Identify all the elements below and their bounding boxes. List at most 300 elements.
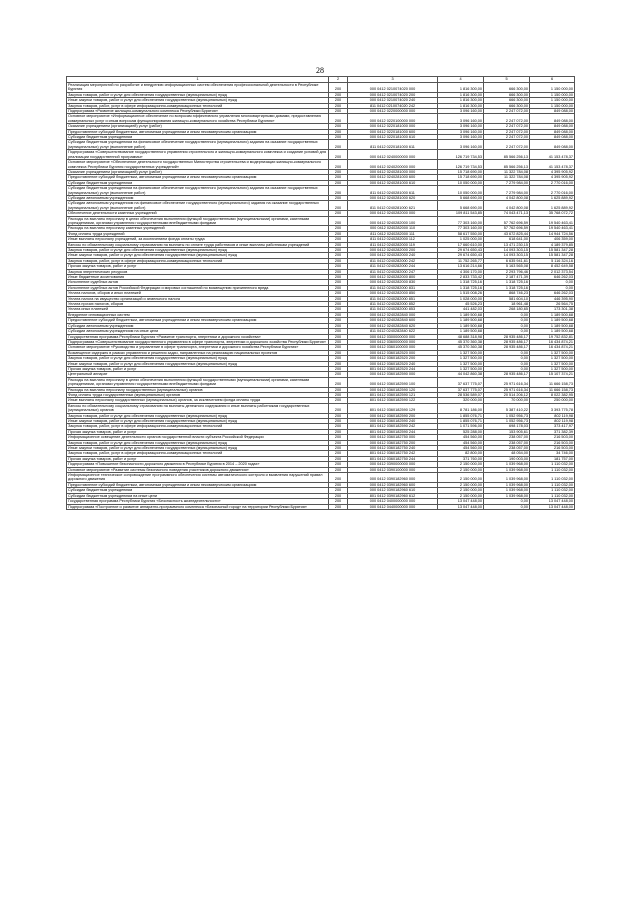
header-col-5: 5 xyxy=(484,77,530,83)
row-name-cell: Взносы по обязательному социальному страхованию на выплаты денежного содержания и иные выплаты работникам государственных (муниципальных) органов xyxy=(67,403,329,413)
row-executed-cell: 25 971 616,34 xyxy=(484,377,530,387)
row-budget-code-cell: 811 0412 0240282000 852 xyxy=(348,302,438,307)
row-approved-cell: 1 327 500,00 xyxy=(438,356,484,361)
row-unexecuted-cell: 4 189 379,85 xyxy=(530,242,575,247)
row-approved-cell: 5 668 690,00 xyxy=(438,201,484,211)
row-approved-cell: 29 674 650,43 xyxy=(438,248,484,253)
row-executed-cell: 1 052 956,73 xyxy=(484,413,530,418)
row-approved-cell: 1 327 500,00 xyxy=(438,361,484,366)
row-executed-cell: 666 300,00 xyxy=(484,92,530,97)
row-approved-cell: 77 303 160,00 xyxy=(438,216,484,226)
row-unexecuted-cell: 34 746,00 xyxy=(530,451,575,456)
row-name-cell: Оказание учреждением (организацией) услуг (работ) xyxy=(67,124,329,129)
row-name-cell: Расходы на выплаты персоналу в целях обеспечения выполнения функций государственными (муниципальными) органами, казенными учреждениями, органами управления государственными внебюджетными фондами xyxy=(67,377,329,387)
row-approved-cell: 1 318 725,16 xyxy=(438,280,484,285)
row-unexecuted-cell: 4 395 905,92 xyxy=(530,175,575,180)
row-unexecuted-cell: 446 395,90 xyxy=(530,296,575,301)
row-line-code-cell: 200 xyxy=(329,285,348,290)
table-row xyxy=(67,186,575,196)
row-unexecuted-cell: 0,00 xyxy=(530,285,575,290)
row-line-code-cell: 200 xyxy=(329,387,348,392)
row-name-cell: Прочая закупка товаров, работ и услуг xyxy=(67,429,329,434)
row-line-code-cell: 200 xyxy=(329,169,348,174)
row-approved-cell: 371 760,00 xyxy=(438,456,484,461)
row-line-code-cell: 200 xyxy=(329,264,348,269)
row-line-code-cell: 200 xyxy=(329,323,348,328)
row-name-cell: Взносы по обязательному социальному страхованию на выплаты по оплате труда работников и иные выплаты работникам учреждений xyxy=(67,242,329,247)
row-executed-cell: 0,00 xyxy=(484,312,530,317)
row-unexecuted-cell: 1 625 889,92 xyxy=(530,201,575,211)
row-budget-code-cell: 000 0412 0240282840 000 xyxy=(348,312,438,317)
row-budget-code-cell: 000 0412 0220181000 600 xyxy=(348,129,438,134)
row-line-code-cell: 200 xyxy=(329,114,348,124)
row-approved-cell: 2 150 000,00 xyxy=(438,488,484,493)
row-unexecuted-cell: 371 382,39 xyxy=(530,429,575,434)
row-budget-code-cell: 000 0412 0360000000 000 xyxy=(348,339,438,344)
row-executed-cell: 0,00 xyxy=(484,318,530,323)
row-unexecuted-cell: 15 581 347,28 xyxy=(530,248,575,253)
row-name-cell: Закупка товаров, работ и услуг для обеспечения государственных (муниципальных) нужд xyxy=(67,356,329,361)
header-col-2: 2 xyxy=(329,77,348,83)
row-approved-cell: 3 096 160,00 xyxy=(438,109,484,114)
row-approved-cell: 2 150 000,00 xyxy=(438,482,484,487)
row-approved-cell: 525 288,00 xyxy=(438,429,484,434)
row-budget-code-cell: 000 0412 0240282000 830 xyxy=(348,280,438,285)
row-name-cell: Исполнение судебных актов Российской Федерации и мировых соглашений по возмещению причиненного вреда xyxy=(67,285,329,290)
row-unexecuted-cell: 1 110 032,00 xyxy=(530,462,575,467)
row-executed-cell: 2 247 072,00 xyxy=(484,109,530,114)
row-executed-cell: 4 042 800,08 xyxy=(484,201,530,211)
row-approved-cell: 15 718 690,00 xyxy=(438,169,484,174)
row-line-code-cell: 200 xyxy=(329,451,348,456)
row-budget-code-cell: 000 0412 0240282840 600 xyxy=(348,318,438,323)
row-executed-cell: 5 387 410,22 xyxy=(484,403,530,413)
row-unexecuted-cell: 13 047 448,00 xyxy=(530,499,575,504)
row-name-cell: Иные выплаты персоналу учреждений, за исключением фонда оплаты труда xyxy=(67,237,329,242)
row-name-cell: Подпрограмма «Совершенствование государственного управления строительного и жилищно-коммунального комплекса и создание условий для реализации государственной программы» xyxy=(67,150,329,160)
row-line-code-cell: 200 xyxy=(329,109,348,114)
header-col-4: 4 xyxy=(438,77,484,83)
row-name-cell: Уплата прочих налогов, сборов xyxy=(67,302,329,307)
row-name-cell: Исполнение судебных актов xyxy=(67,280,329,285)
row-line-code-cell: 200 xyxy=(329,493,348,498)
row-executed-cell: 74 043 471,13 xyxy=(484,211,530,216)
row-executed-cell: 1 039 968,00 xyxy=(484,493,530,498)
row-budget-code-cell: 000 0412 0240281000 600 xyxy=(348,175,438,180)
row-line-code-cell: 200 xyxy=(329,129,348,134)
row-name-cell: Субсидии автономным учреждениям xyxy=(67,323,329,328)
row-name-cell: Предоставление субсидий бюджетным, автономным учреждениям и иным некоммерческим организациям xyxy=(67,129,329,134)
row-executed-cell: 7 279 984,00 xyxy=(484,180,530,185)
row-line-code-cell: 200 xyxy=(329,98,348,103)
row-budget-code-cell: 000 0412 0220000000 000 xyxy=(348,109,438,114)
row-budget-code-cell: 811 0412 0240282000 851 xyxy=(348,296,438,301)
row-approved-cell: 126 719 734,53 xyxy=(438,150,484,160)
row-name-cell: Уплата иных платежей xyxy=(67,307,329,312)
row-name-cell: Уплата налога на имущество организаций и земельного налога xyxy=(67,296,329,301)
row-name-cell: Прочая закупка товаров, работ и услуг xyxy=(67,264,329,269)
row-unexecuted-cell: 16 434 874,21 xyxy=(530,339,575,344)
row-name-cell: Прочая закупка товаров, работ и услуг xyxy=(67,456,329,461)
row-unexecuted-cell: 1 150 000,00 xyxy=(530,83,575,93)
row-budget-code-cell: 801 0412 0390182960 612 xyxy=(348,493,438,498)
row-executed-cell: 618 641,00 xyxy=(484,237,530,242)
row-executed-cell: 666 300,00 xyxy=(484,103,530,108)
row-budget-code-cell: 000 0412 0390182960 600 xyxy=(348,482,438,487)
row-budget-code-cell: 000 0412 0440000000 000 xyxy=(348,504,438,509)
row-executed-cell: 0,00 xyxy=(484,361,530,366)
row-budget-code-cell: 811 0412 0240281000 621 xyxy=(348,201,438,211)
row-approved-cell: 1 025 000,00 xyxy=(438,237,484,242)
row-unexecuted-cell: 1 327 500,00 xyxy=(530,361,575,366)
row-executed-cell: 0,00 xyxy=(484,323,530,328)
row-approved-cell: 1 189 500,68 xyxy=(438,329,484,334)
row-name-cell: Закупка товаров, работ и услуг для обеспечения государственных (муниципальных) нужд xyxy=(67,413,329,418)
row-approved-cell: 109 811 543,85 xyxy=(438,211,484,216)
row-executed-cell: 2 247 072,00 xyxy=(484,114,530,124)
row-executed-cell: 25 971 616,34 xyxy=(484,387,530,392)
row-budget-code-cell: 000 0412 0390000000 000 xyxy=(348,462,438,467)
table-row xyxy=(67,216,575,226)
row-line-code-cell: 200 xyxy=(329,473,348,483)
row-unexecuted-cell: 15 581 347,28 xyxy=(530,253,575,258)
row-budget-code-cell: 000 0412 0360182750 000 xyxy=(348,435,438,440)
row-budget-code-cell: 000 0412 0240282000 800 xyxy=(348,275,438,280)
row-budget-code-cell: 000 0412 0240282000 200 xyxy=(348,248,438,253)
row-unexecuted-cell: 1 110 032,00 xyxy=(530,482,575,487)
row-unexecuted-cell: 1 110 032,00 xyxy=(530,488,575,493)
row-executed-cell: 2 293 796,46 xyxy=(484,269,530,274)
row-approved-cell: 37 637 775,07 xyxy=(438,387,484,392)
table-row xyxy=(67,377,575,387)
row-approved-cell: 77 303 160,00 xyxy=(438,226,484,231)
table-row xyxy=(67,473,575,483)
row-approved-cell: 454 560,00 xyxy=(438,440,484,445)
row-line-code-cell: 200 xyxy=(329,231,348,236)
row-line-code-cell: 200 xyxy=(329,253,348,258)
row-line-code-cell: 200 xyxy=(329,429,348,434)
row-name-cell: Закупка товаров, работ, услуг в сфере информационно-коммуникационных технологий xyxy=(67,258,329,263)
row-executed-cell: 11 322 784,08 xyxy=(484,175,530,180)
row-name-cell: Подпрограмма «Совершенствование государственного управления в сфере транспорта, энергетики и дорожного хозяйства Республики Бурятия» xyxy=(67,339,329,344)
row-approved-cell: 1 816 300,00 xyxy=(438,92,484,97)
row-approved-cell: 15 718 690,00 xyxy=(438,175,484,180)
row-budget-code-cell: 000 0412 0240282840 620 xyxy=(348,323,438,328)
row-budget-code-cell: 000 0412 0300000000 000 xyxy=(348,334,438,339)
row-unexecuted-cell: 11 666 158,73 xyxy=(530,377,575,387)
row-unexecuted-cell: 41 153 478,37 xyxy=(530,160,575,170)
row-line-code-cell: 200 xyxy=(329,345,348,350)
row-line-code-cell: 200 xyxy=(329,269,348,274)
row-name-cell: Иные выплаты персоналу государственных (муниципальных) органов, за исключением фонда оплаты труда xyxy=(67,398,329,403)
row-approved-cell: 1 816 300,00 xyxy=(438,83,484,93)
row-budget-code-cell: 000 0412 0220181000 000 xyxy=(348,124,438,129)
row-unexecuted-cell: 216 503,00 xyxy=(530,446,575,451)
row-name-cell: Закупка энергетических ресурсов xyxy=(67,269,329,274)
row-budget-code-cell: 000 0412 0240282000 110 xyxy=(348,226,438,231)
row-approved-cell: 4 306 170,00 xyxy=(438,269,484,274)
row-approved-cell: 13 047 448,00 xyxy=(438,499,484,504)
row-name-cell: Субсидии автономным учреждениям xyxy=(67,195,329,200)
row-line-code-cell: 200 xyxy=(329,419,348,424)
row-line-code-cell: 200 xyxy=(329,456,348,461)
row-executed-cell: 14 093 303,15 xyxy=(484,248,530,253)
row-unexecuted-cell: 41 153 478,37 xyxy=(530,150,575,160)
row-budget-code-cell: 801 0412 0360182590 242 xyxy=(348,424,438,429)
row-executed-cell: 18 961,48 xyxy=(484,302,530,307)
row-name-cell: Предоставление субсидий бюджетным, автономным учреждениям и иным некоммерческим организациям xyxy=(67,482,329,487)
row-line-code-cell: 200 xyxy=(329,296,348,301)
table-row xyxy=(67,504,575,509)
row-budget-code-cell: 000 0412 0360182520 240 xyxy=(348,361,438,366)
row-executed-cell: 85 566 256,13 xyxy=(484,150,530,160)
row-unexecuted-cell: 1 189 500,68 xyxy=(530,323,575,328)
row-budget-code-cell: 811 0412 0240282000 111 xyxy=(348,231,438,236)
row-unexecuted-cell: 1 327 500,00 xyxy=(530,366,575,371)
row-unexecuted-cell: 19 540 463,41 xyxy=(530,216,575,226)
row-line-code-cell: 200 xyxy=(329,83,348,93)
row-line-code-cell: 200 xyxy=(329,398,348,403)
row-approved-cell: 17 660 610,00 xyxy=(438,242,484,247)
row-approved-cell: 3 096 160,00 xyxy=(438,124,484,129)
row-approved-cell: 82 800,00 xyxy=(438,451,484,456)
row-executed-cell: 1 052 956,73 xyxy=(484,419,530,424)
row-executed-cell: 48 054,00 xyxy=(484,451,530,456)
row-approved-cell: 3 096 160,00 xyxy=(438,140,484,150)
row-name-cell: Прочая закупка товаров, работ и услуг xyxy=(67,366,329,371)
row-line-code-cell: 200 xyxy=(329,237,348,242)
row-approved-cell: 454 560,00 xyxy=(438,435,484,440)
row-executed-cell: 0,00 xyxy=(484,499,530,504)
row-unexecuted-cell: 216 503,00 xyxy=(530,440,575,445)
row-name-cell: Иные закупки товаров, работ и услуг для обеспечения государственных (муниципальных) нужд xyxy=(67,253,329,258)
row-name-cell: Основное мероприятие «Руководство и управление в сфере транспорта, энергетики и дорожного хозяйства Республики Бурятия» xyxy=(67,345,329,350)
row-unexecuted-cell: 1 150 000,00 xyxy=(530,98,575,103)
row-line-code-cell: 200 xyxy=(329,186,348,196)
header-col-1: 1 xyxy=(67,77,329,83)
row-approved-cell: 2 150 000,00 xyxy=(438,462,484,467)
row-approved-cell: 1 327 500,00 xyxy=(438,350,484,355)
row-budget-code-cell: 000 0412 0360182590 000 xyxy=(348,372,438,377)
row-name-cell: Внедрение инновационных систем xyxy=(67,312,329,317)
row-unexecuted-cell: 1 150 000,00 xyxy=(530,103,575,108)
row-budget-code-cell: 000 0412 0360182590 200 xyxy=(348,413,438,418)
row-budget-code-cell: 000 0412 0240282000 000 xyxy=(348,211,438,216)
row-unexecuted-cell: 802 119,98 xyxy=(530,413,575,418)
row-unexecuted-cell: 8 452 649,58 xyxy=(530,264,575,269)
row-executed-cell: 14 093 303,15 xyxy=(484,253,530,258)
row-budget-code-cell: 811 0412 0240282000 831 xyxy=(348,285,438,290)
row-name-cell: Центральный аппарат xyxy=(67,372,329,377)
row-approved-cell: 13 616 214,66 xyxy=(438,264,484,269)
row-executed-cell: 2 247 072,00 xyxy=(484,129,530,134)
row-name-cell: Основное мероприятие «Развитие системы безопасного поведения участников дорожного движения» xyxy=(67,467,329,472)
row-line-code-cell: 200 xyxy=(329,350,348,355)
page-number: 28 xyxy=(316,66,324,75)
row-line-code-cell: 200 xyxy=(329,435,348,440)
row-approved-cell: 2 150 000,00 xyxy=(438,467,484,472)
row-approved-cell: 1 515 008,26 xyxy=(438,291,484,296)
row-approved-cell: 1 855 076,71 xyxy=(438,419,484,424)
row-budget-code-cell: 801 0412 0360182590 122 xyxy=(348,398,438,403)
row-line-code-cell: 200 xyxy=(329,462,348,467)
row-unexecuted-cell: 13 047 448,00 xyxy=(530,504,575,509)
row-approved-cell: 58 617 550,00 xyxy=(438,231,484,236)
row-executed-cell: 57 762 696,59 xyxy=(484,216,530,226)
row-approved-cell: 10 050 000,00 xyxy=(438,180,484,185)
row-line-code-cell: 200 xyxy=(329,424,348,429)
row-unexecuted-cell: 26 564,75 xyxy=(530,302,575,307)
row-line-code-cell: 200 xyxy=(329,248,348,253)
row-approved-cell: 48 688 318,98 xyxy=(438,334,484,339)
row-approved-cell: 2 150 000,00 xyxy=(438,493,484,498)
row-unexecuted-cell: 2 770 016,00 xyxy=(530,180,575,185)
row-name-cell: Закупка товаров, работ, услуг в сфере информационно-коммуникационных технологий xyxy=(67,103,329,108)
row-name-cell: Субсидии бюджетным учреждениям xyxy=(67,180,329,185)
row-budget-code-cell: 811 0412 0240282000 853 xyxy=(348,307,438,312)
row-unexecuted-cell: 15 107 374,21 xyxy=(530,372,575,377)
table-row xyxy=(67,403,575,413)
row-line-code-cell: 200 xyxy=(329,377,348,387)
header-col-3: 3 xyxy=(348,77,438,83)
row-name-cell: Оказание учреждением (организацией) услуг (работ) xyxy=(67,169,329,174)
row-executed-cell: 85 566 256,13 xyxy=(484,160,530,170)
row-budget-code-cell: 811 0412 0240282000 242 xyxy=(348,258,438,263)
row-unexecuted-cell: 406 359,00 xyxy=(530,237,575,242)
row-line-code-cell: 200 xyxy=(329,135,348,140)
row-name-cell: Подпрограмма «Построение и развитие аппаратно-программного комплекса «Безопасный город» на территории Республики Бурятия» xyxy=(67,504,329,509)
row-unexecuted-cell: 1 625 889,92 xyxy=(530,195,575,200)
row-budget-code-cell: 801 0412 0360182590 121 xyxy=(348,392,438,397)
row-budget-code-cell: 801 0412 0360182750 244 xyxy=(348,456,438,461)
row-unexecuted-cell: 2 770 016,00 xyxy=(530,186,575,196)
row-budget-code-cell: 811 0412 0210074020 242 xyxy=(348,103,438,108)
row-budget-code-cell: 000 0412 0220181000 610 xyxy=(348,135,438,140)
row-approved-cell: 28 536 589,07 xyxy=(438,392,484,397)
row-unexecuted-cell: 1 189 500,68 xyxy=(530,312,575,317)
row-name-cell: Субсидии бюджетным учреждениям на финансовое обеспечение государственного (муниципального) задания на оказание государственных (муниципальных) услуг (выполнение работ) xyxy=(67,186,329,196)
row-name-cell: Иные закупки товаров, работ и услуг для обеспечения государственных (муниципальных) нужд xyxy=(67,98,329,103)
row-unexecuted-cell: 8 022 382,95 xyxy=(530,392,575,397)
row-line-code-cell: 200 xyxy=(329,488,348,493)
row-line-code-cell: 200 xyxy=(329,446,348,451)
row-name-cell: Иные закупки товаров, работ и услуг для обеспечения государственных (муниципальных) нужд xyxy=(67,446,329,451)
row-executed-cell: 238 057,00 xyxy=(484,435,530,440)
row-approved-cell: 441 482,03 xyxy=(438,307,484,312)
row-budget-code-cell: 000 0412 0220100000 000 xyxy=(348,114,438,124)
row-approved-cell: 44 042 860,38 xyxy=(438,372,484,377)
row-line-code-cell: 200 xyxy=(329,312,348,317)
row-budget-code-cell: 000 0412 0240200000 000 xyxy=(348,160,438,170)
row-line-code-cell: 200 xyxy=(329,329,348,334)
row-name-cell: Субсидии бюджетным учреждениям xyxy=(67,135,329,140)
row-approved-cell: 454 560,00 xyxy=(438,446,484,451)
row-line-code-cell: 200 xyxy=(329,201,348,211)
row-budget-code-cell: 811 0412 0240282000 112 xyxy=(348,237,438,242)
row-unexecuted-cell: 173 301,38 xyxy=(530,307,575,312)
row-approved-cell: 11 752 265,77 xyxy=(438,258,484,263)
header-col-6: 6 xyxy=(530,77,575,83)
row-name-cell: Закупка товаров, работ и услуг для обеспечения государственных (муниципальных) нужд xyxy=(67,248,329,253)
row-line-code-cell: 200 xyxy=(329,361,348,366)
row-name-cell: Субсидии бюджетным учреждениям xyxy=(67,488,329,493)
row-name-cell: Реализация мероприятий по разработке и внедрению информационных систем обеспечения профессиональной деятельности в Республике Бурятия xyxy=(67,83,329,93)
row-unexecuted-cell: 1 327 500,00 xyxy=(530,350,575,355)
row-name-cell: Информационное техническое сопровождение программного обеспечения системы автоматического контроля и выявления нарушений правил дорожного движения xyxy=(67,473,329,483)
row-approved-cell: 126 719 734,53 xyxy=(438,160,484,170)
row-budget-code-cell: 811 0412 0240282840 622 xyxy=(348,329,438,334)
row-line-code-cell: 200 xyxy=(329,356,348,361)
row-name-cell: Закупка товаров, работ и услуг для обеспечения государственных (муниципальных) нужд xyxy=(67,440,329,445)
row-approved-cell: 1 189 500,68 xyxy=(438,312,484,317)
row-approved-cell: 1 189 500,68 xyxy=(438,318,484,323)
row-line-code-cell: 200 xyxy=(329,124,348,129)
row-line-code-cell: 200 xyxy=(329,103,348,108)
row-line-code-cell: 200 xyxy=(329,216,348,226)
row-name-cell: Расходы на выплаты персоналу казенных учреждений xyxy=(67,226,329,231)
row-unexecuted-cell: 802 119,98 xyxy=(530,419,575,424)
row-approved-cell: 3 096 160,00 xyxy=(438,114,484,124)
budget-execution-table xyxy=(66,76,575,510)
row-executed-cell: 153 905,61 xyxy=(484,429,530,434)
row-budget-code-cell: 801 0412 0360182520 244 xyxy=(348,366,438,371)
row-line-code-cell: 200 xyxy=(329,372,348,377)
table-row xyxy=(67,114,575,124)
row-executed-cell: 57 762 696,59 xyxy=(484,226,530,231)
row-line-code-cell: 200 xyxy=(329,140,348,150)
row-line-code-cell: 200 xyxy=(329,467,348,472)
row-name-cell: Фонд оплаты труда учреждений xyxy=(67,231,329,236)
row-unexecuted-cell: 16 434 874,21 xyxy=(530,345,575,350)
row-line-code-cell: 200 xyxy=(329,339,348,344)
table-row xyxy=(67,160,575,170)
row-unexecuted-cell: 14 944 724,56 xyxy=(530,231,575,236)
row-name-cell: Подпрограмма «Развитие жилищно-коммунального комплекса Республики Бурятия» xyxy=(67,109,329,114)
row-executed-cell: 868 746,23 xyxy=(484,291,530,296)
row-executed-cell: 0,00 xyxy=(484,350,530,355)
row-name-cell: Субсидии автономным учреждениям на финансовое обеспечение государственного (муниципального) задания на оказание государственных (муниципальных) услуг (выполнение работ) xyxy=(67,201,329,211)
row-budget-code-cell: 000 0412 0210074020 000 xyxy=(348,83,438,93)
row-line-code-cell: 200 xyxy=(329,504,348,509)
row-executed-cell: 13 471 230,15 xyxy=(484,242,530,247)
row-executed-cell: 7 279 984,00 xyxy=(484,186,530,196)
row-line-code-cell: 200 xyxy=(329,482,348,487)
row-name-cell: Иные бюджетные ассигнования xyxy=(67,275,329,280)
row-executed-cell: 1 318 725,16 xyxy=(484,280,530,285)
row-name-cell: Государственная программа Республики Бурятия «Развитие транспорта, энергетики и дорожного хозяйства» xyxy=(67,334,329,339)
row-unexecuted-cell: 4 395 905,92 xyxy=(530,169,575,174)
row-executed-cell: 11 322 784,08 xyxy=(484,169,530,174)
table-row xyxy=(67,83,575,93)
row-budget-code-cell: 000 0412 0390100000 000 xyxy=(348,467,438,472)
row-approved-cell: 1 028 000,00 xyxy=(438,296,484,301)
row-budget-code-cell: 000 0412 0240000000 000 xyxy=(348,150,438,160)
row-name-cell: Основное мероприятие «Информационное обеспечение по вопросам эффективного управления многоквартирными домами, предоставлению коммунальных услуг и иным вопросам функционирования жилищно-коммунального хозяйства Республики Бурятия» xyxy=(67,114,329,124)
row-budget-code-cell: 801 0412 0360182590 129 xyxy=(348,403,438,413)
row-unexecuted-cell: 181 757,00 xyxy=(530,456,575,461)
row-line-code-cell: 200 xyxy=(329,275,348,280)
row-approved-cell: 5 668 690,00 xyxy=(438,195,484,200)
row-name-cell: Закупка товаров, работ, услуг в сфере информационно-коммуникационных технологий xyxy=(67,424,329,429)
row-unexecuted-cell: 373 417,97 xyxy=(530,424,575,429)
row-executed-cell: 0,00 xyxy=(484,329,530,334)
row-executed-cell: 43 672 825,44 xyxy=(484,231,530,236)
row-budget-code-cell: 000 0412 0360100000 000 xyxy=(348,345,438,350)
row-executed-cell: 581 604,10 xyxy=(484,296,530,301)
row-executed-cell: 2 247 072,00 xyxy=(484,135,530,140)
row-unexecuted-cell: 250 000,00 xyxy=(530,398,575,403)
row-approved-cell: 2 150 000,00 xyxy=(438,473,484,483)
